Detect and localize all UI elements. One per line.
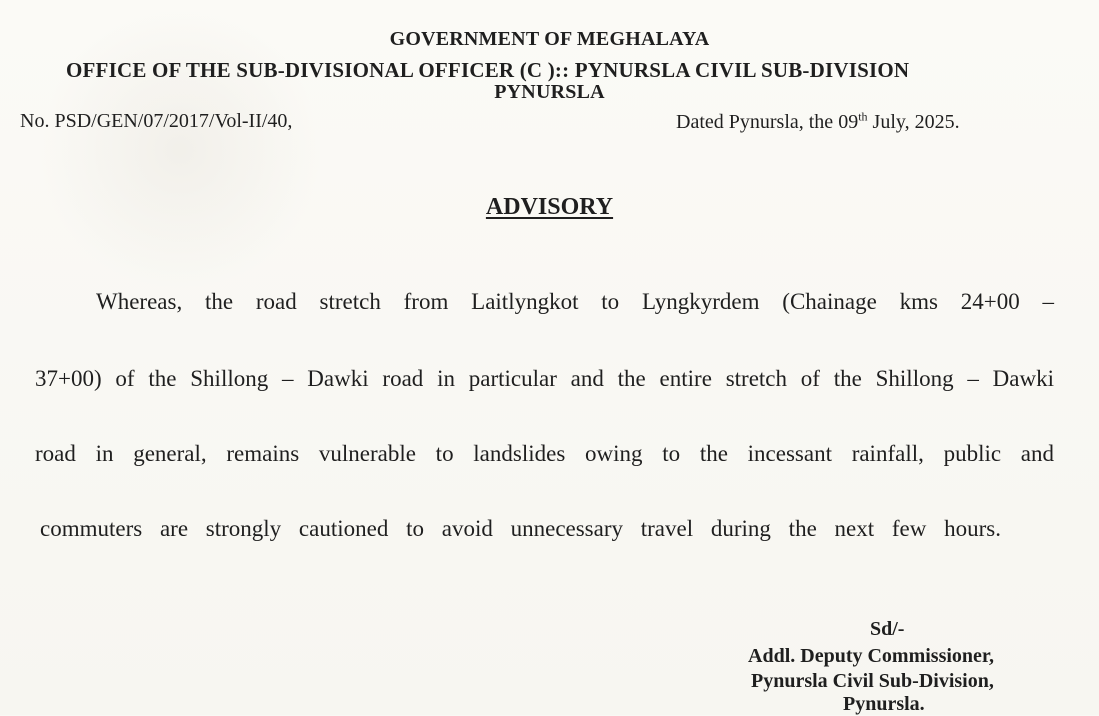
date-prefix: Dated Pynursla, the 09 [676,111,859,133]
body-line-1: Whereas, the road stretch from Laitlyngkot to Lyngkyrdem (Chainage kms 24+00 – [96,289,1054,314]
signature-office: Pynursla Civil Sub-Division, [751,670,994,692]
district-heading: PYNURSLA [494,81,605,103]
signature-designation: Addl. Deputy Commissioner, [748,645,994,667]
reference-number: No. PSD/GEN/07/2017/Vol-II/40, [20,110,293,132]
body-line-4: commuters are strongly cautioned to avoid unnecessary travel during the next few hours. [40,516,1001,541]
document-title: ADVISORY [485,194,614,220]
date-rest: July, 2025. [867,111,960,133]
date-suffix: th [858,109,868,124]
office-heading: OFFICE OF THE SUB-DIVISIONAL OFFICER (C ):: PYNURSLA CIVIL SUB-DIVISION [66,58,910,82]
body-line-2: 37+00) of the Shillong – Dawki road in particular and the entire stretch of the Shillong – Dawki [35,366,1054,391]
body-line-3: road in general, remains vulnerable to landslides owing to the incessant rainfall, public and [35,441,1054,466]
government-heading: GOVERNMENT OF MEGHALAYA [389,28,710,50]
signature-sd: Sd/- [870,618,905,640]
document-date [676,111,960,134]
signature-place: Pynursla. [843,693,925,715]
